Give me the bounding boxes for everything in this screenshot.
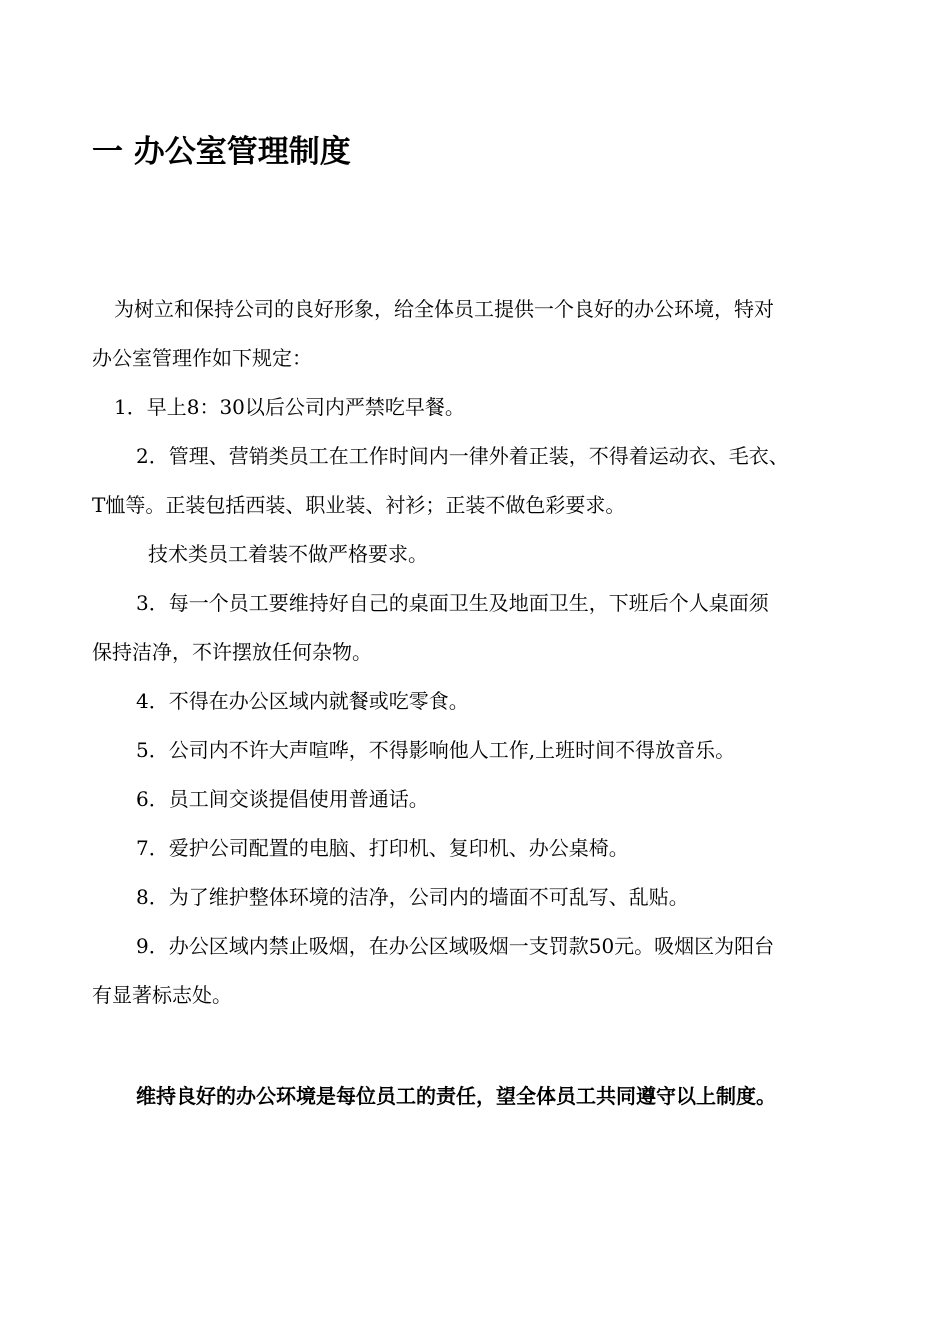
closing-statement: 维持良好的办公环境是每位员工的责任，望全体员工共同遵守以上制度。 — [136, 1084, 776, 1108]
rule-2-note: 技术类员工着装不做严格要求。 — [148, 542, 428, 566]
rule-3-line-1: 3．每一个员工要维持好自己的桌面卫生及地面卫生，下班后个人桌面须 — [136, 591, 769, 615]
rule-1: 1．早上8：30以后公司内严禁吃早餐。 — [114, 395, 465, 419]
intro-line-2: 办公室管理作如下规定： — [92, 346, 312, 370]
document-title: 一 办公室管理制度 — [92, 134, 351, 170]
intro-line-1: 为树立和保持公司的良好形象，给全体员工提供一个良好的办公环境，特对 — [114, 297, 774, 321]
rule-6: 6．员工间交谈提倡使用普通话。 — [136, 787, 429, 811]
rule-9-line-2: 有显著标志处。 — [92, 983, 232, 1007]
rule-3-line-2: 保持洁净，不许摆放任何杂物。 — [92, 640, 372, 664]
rule-2-line-1: 2．管理、营销类员工在工作时间内一律外着正装，不得着运动衣、毛衣、 — [136, 444, 789, 468]
rule-9-line-1: 9．办公区域内禁止吸烟，在办公区域吸烟一支罚款50元。吸烟区为阳台 — [136, 934, 775, 958]
rule-5: 5．公司内不许大声喧哗，不得影响他人工作,上班时间不得放音乐。 — [136, 738, 736, 762]
rule-7: 7．爱护公司配置的电脑、打印机、复印机、办公桌椅。 — [136, 836, 629, 860]
rule-2-line-2: T恤等。正装包括西装、职业装、衬衫；正装不做色彩要求。 — [92, 493, 626, 517]
rule-4: 4．不得在办公区域内就餐或吃零食。 — [136, 689, 469, 713]
rule-8: 8．为了维护整体环境的洁净，公司内的墙面不可乱写、乱贴。 — [136, 885, 689, 909]
